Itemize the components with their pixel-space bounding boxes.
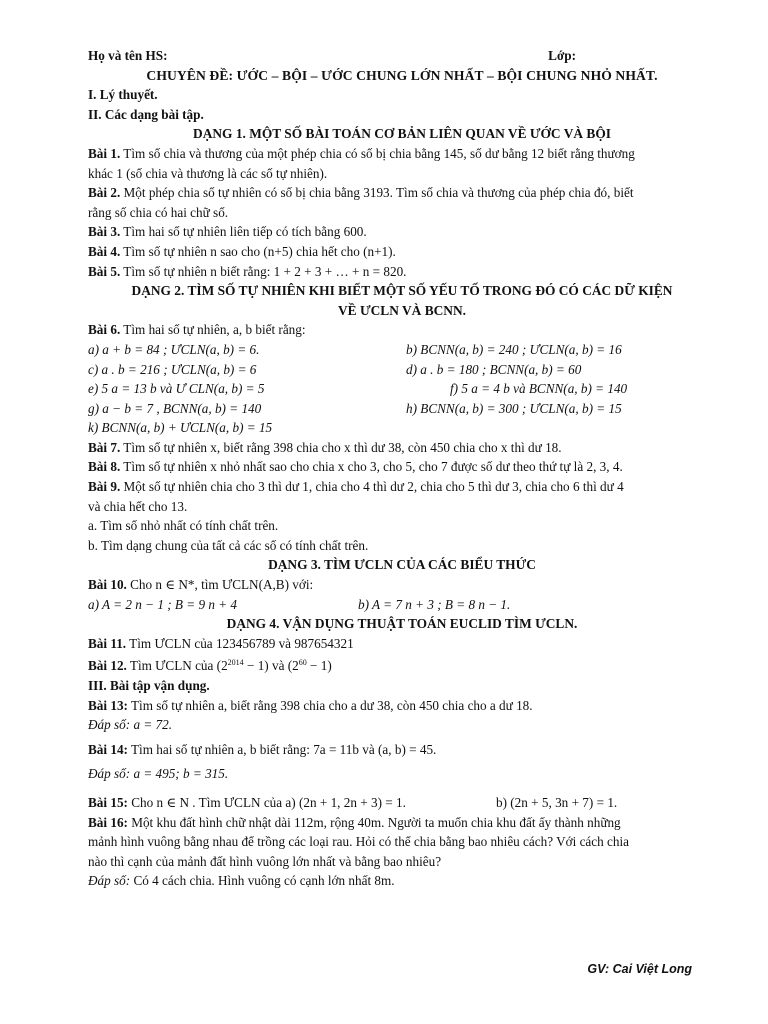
bai11: Bài 11. Tìm ƯCLN của 123456789 và 987654321 [88,635,354,651]
bai6-b: b) BCNN(a, b) = 240 ; ƯCLN(a, b) = 16 [406,341,622,357]
bai6: Bài 6. Tìm hai số tự nhiên, a, b biết rằng: [88,322,306,338]
bai12: Bài 12. Tìm ƯCLN của $(2^{2014} - 1)$ và $(2^{60} - 1)$ [88,658,332,674]
bai9-a: a. Tìm số nhỏ nhất có tính chất trên. [88,518,279,534]
dang2-heading-line2: VỀ ƯCLN VÀ BCNN. [338,302,466,318]
bai13: Bài 13: Tìm số tự nhiên a, biết rằng 398 chia cho a dư 38, còn 450 chia cho a dư 18. [88,697,533,713]
bai9-cont: và chia hết cho 13. [88,498,188,514]
section-practice: III. Bài tập vận dụng. [88,678,210,693]
bai6-row-gh [88,399,716,419]
class-label: Lớp: [548,48,576,63]
bai6-row-ab [88,340,716,360]
teacher-signature: GV: Cai Việt Long [587,962,692,976]
dang4-heading: DẠNG 4. VẬN DỤNG THUẬT TOÁN EUCLID TÌM ƯCLN. [226,616,578,632]
bai16: Bài 16: Một khu đất hình chữ nhật dài 112m, rộng 40m. Người ta muốn chia khu đất ấy thành những [88,814,621,830]
bai15-b: b) (2n + 5, 3n + 7) = 1. [496,794,618,810]
bai2-cont: rằng số chia có hai chữ số. [88,204,229,220]
bai6-row-ef [88,379,716,399]
bai16-answer: Đáp số: Có 4 cách chia. Hình vuông có cạnh lớn nhất 8m. [88,873,395,889]
bai6-f: f) 5 a = 4 b và BCNN(a, b) = 140 [450,381,628,397]
bai7: Bài 7. Tìm số tự nhiên x, biết rằng 398 chia cho x thì dư 38, còn 450 chia cho x thì dư 18. [88,439,562,455]
bai8: Bài 8. Tìm số tự nhiên x nhỏ nhất sao cho chia x cho 3, cho 5, cho 7 được số dư theo thứ tự là 2, 3, 4. [88,459,623,475]
bai14-answer: Đáp số: a = 495; b = 315. [88,766,229,782]
bai13-answer: Đáp số: a = 72. [88,717,173,733]
section-exercise-types: II. Các dạng bài tập. [88,106,204,122]
dang1-heading: DẠNG 1. MỘT SỐ BÀI TOÁN CƠ BẢN LIÊN QUAN VỀ ƯỚC VÀ BỘI [193,126,611,142]
bai5: Bài 5. Tìm số tự nhiên n biết rằng: 1 + 2 + 3 + … + n = 820. [88,263,407,279]
bai6-e: e) 5 a = 13 b và Ư CLN(a, b) = 5 [88,381,265,397]
bai4: Bài 4. Tìm số tự nhiên n sao cho (n+5) chia hết cho (n+1). [88,243,396,259]
bai6-h: h) BCNN(a, b) = 300 ; ƯCLN(a, b) = 15 [406,400,622,416]
bai16-cont2: nào thì cạnh của mảnh đất hình vuông lớn nhất và bằng bao nhiêu? [88,853,442,869]
student-header [88,46,716,66]
dang3-heading: DẠNG 3. TÌM ƯCLN CỦA CÁC BIỂU THỨC [268,557,536,573]
dang2-heading: DẠNG 2. TÌM SỐ TỰ NHIÊN KHI BIẾT MỘT SỐ YẾU TỐ TRONG ĐÓ CÓ CÁC DỮ KIỆN [131,283,673,299]
name-label: Họ và tên HS: [88,48,168,63]
bai1: Bài 1. Tìm số chia và thương của một phép chia có số bị chia bằng 145, số dư bằng 12 biết rằng thương [88,145,635,161]
bai6-a: a) a + b = 84 ; ƯCLN(a, b) = 6. [88,341,260,357]
bai10-a: a) A = 2 n − 1 ; B = 9 n + 4 [88,596,238,612]
bai9-b: b. Tìm dạng chung của tất cả các số có tính chất trên. [88,537,369,553]
bai6-k: k) BCNN(a, b) + ƯCLN(a, b) = 15 [88,420,273,436]
page-title: CHUYÊN ĐỀ: ƯỚC – BỘI – ƯỚC CHUNG LỚN NHẤT – BỘI CHUNG NHỎ NHẤT. [146,67,658,83]
bai10-parts [88,595,716,615]
bai10: Bài 10. Cho n ∈ N*, tìm ƯCLN(A,B) với: [88,577,314,593]
bai16-cont: mảnh hình vuông bằng nhau để trồng các loại rau. Hỏi có thể chia bằng bao nhiêu cách? Với cách chia [88,834,629,850]
bai10-b: b) A = 7 n + 3 ; B = 8 n − 1. [358,596,511,612]
bai1-cont: khác 1 (số chia và thương là các số tự nhiên). [88,165,328,181]
bai3: Bài 3. Tìm hai số tự nhiên liên tiếp có tích bằng 600. [88,224,367,240]
bai6-c: c) a . b = 216 ; ƯCLN(a, b) = 6 [88,361,257,377]
bai14: Bài 14: Tìm hai số tự nhiên a, b biết rằng: 7a = 11b và (a, b) = 45. [88,741,437,757]
bai6-g: g) a − b = 7 , BCNN(a, b) = 140 [88,400,262,416]
bai15: Bài 15: Cho n ∈ N . Tìm ƯCLN của a) (2n + 1, 2n + 3) = 1. b) (2n + 5, 3n + 7) = 1. [88,793,716,813]
worksheet [88,46,716,891]
bai6-row-cd [88,360,716,380]
bai2: Bài 2. Một phép chia số tự nhiên có số bị chia bằng 3193. Tìm số chia và thương của phép chia đó, biết [88,185,634,201]
bai6-d: d) a . b = 180 ; BCNN(a, b) = 60 [406,361,582,377]
bai9: Bài 9. Một số tự nhiên chia cho 3 thì dư 1, chia cho 4 thì dư 2, chia cho 5 thì dư 3, chia cho 6 thì dư 4 [88,479,624,495]
section-theory: I. Lý thuyết. [88,87,158,103]
